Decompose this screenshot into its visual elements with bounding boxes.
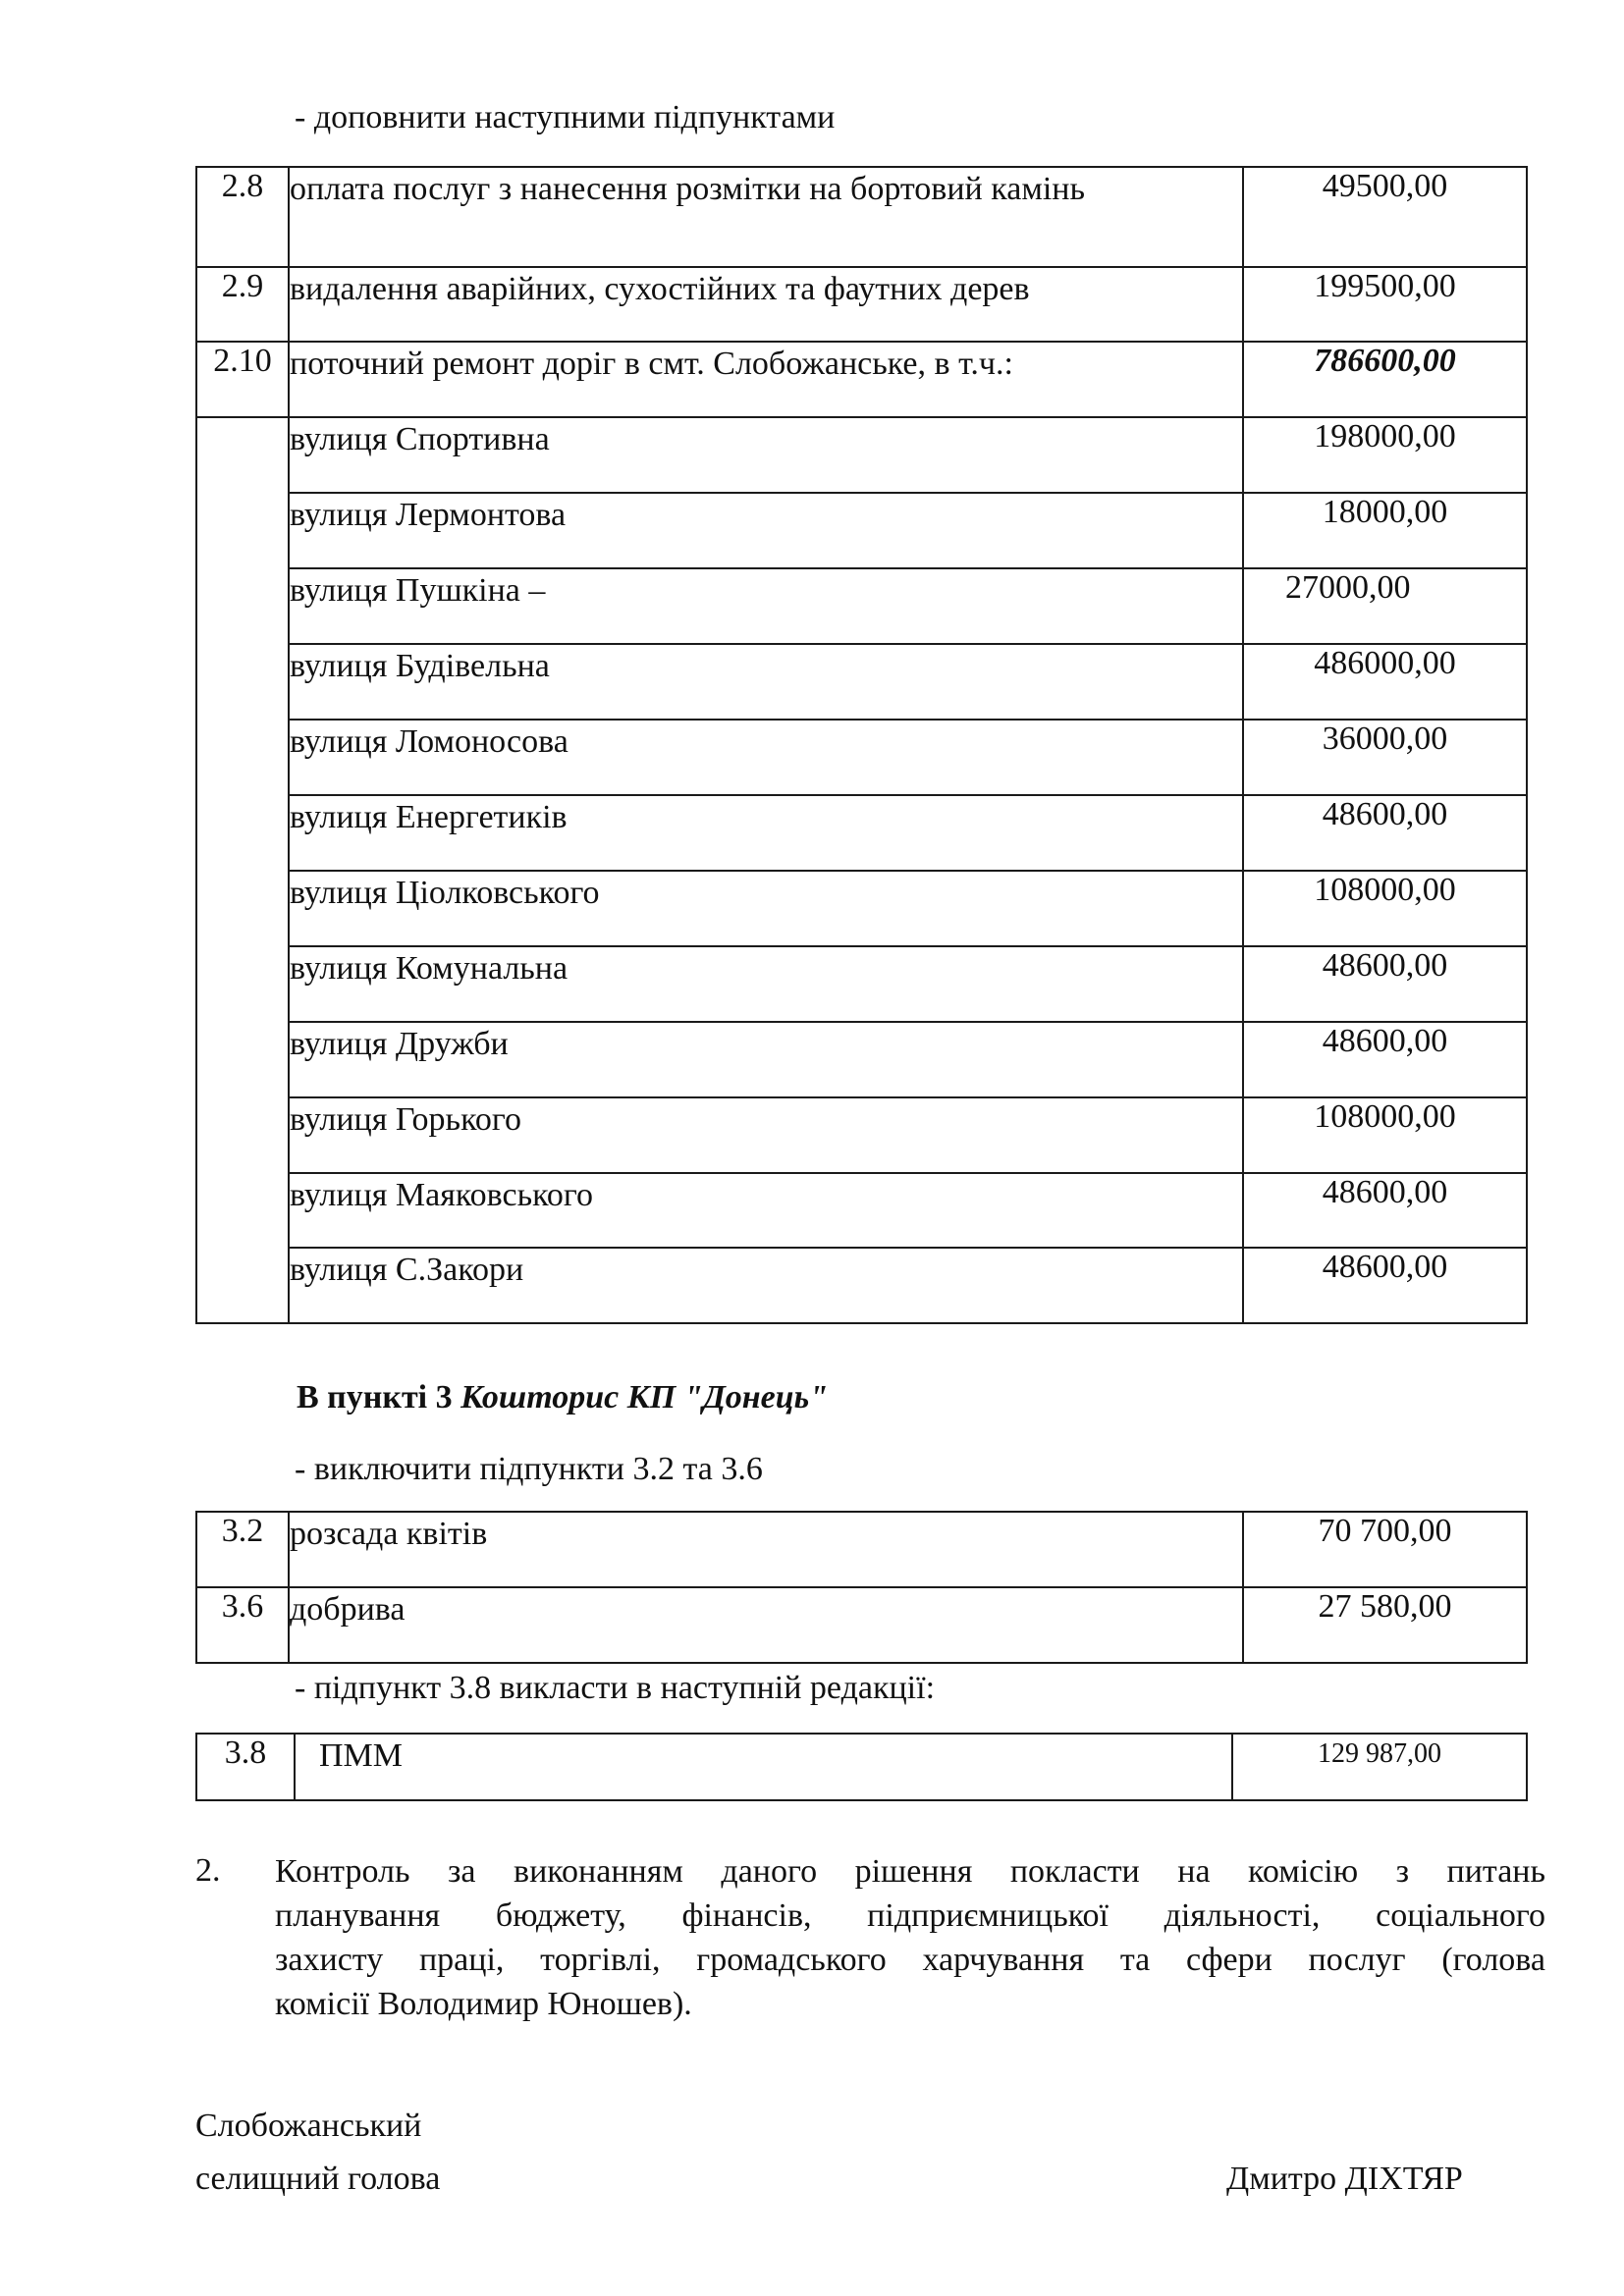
table-row (196, 342, 1527, 417)
row-description: оплата послуг з нанесення розмітки на бортовий камінь (289, 167, 1243, 267)
section3-heading-name: Кошторис КП "Донець" (460, 1379, 829, 1415)
table-row (196, 795, 1527, 871)
row-value: 27 580,00 (1243, 1587, 1527, 1663)
empty-number-cell (196, 417, 289, 1323)
street-name: вулиця Горького (289, 1097, 1243, 1173)
row-number: 2.8 (196, 167, 289, 267)
control-line: Контроль за виконанням даного рішення покласти на комісію з питань (275, 1853, 1545, 1890)
street-name: вулиця Енергетиків (289, 795, 1243, 871)
intro-add-text: - доповнити наступними підпунктами (295, 99, 836, 135)
table-row (196, 417, 1527, 493)
control-line: комісії Володимир Юношев). (275, 1986, 692, 2022)
signature-title-line2: селищний голова (195, 2161, 441, 2197)
street-name: вулиця Пушкіна – (289, 568, 1243, 644)
table-row (196, 493, 1527, 568)
street-name: вулиця Ціолковського (289, 871, 1243, 946)
row-description: видалення аварійних, сухостійних та фаутних дерев (289, 267, 1243, 342)
table-row (196, 1097, 1527, 1173)
street-value: 48600,00 (1243, 1022, 1527, 1097)
row-number: 2.10 (196, 342, 289, 417)
row-description: добрива (289, 1587, 1243, 1663)
control-number: 2. (195, 1852, 221, 1889)
street-value: 48600,00 (1243, 795, 1527, 871)
row-value-total: 786600,00 (1243, 342, 1527, 417)
street-value: 18000,00 (1243, 493, 1527, 568)
street-value: 27000,00 (1243, 568, 1527, 644)
street-name: вулиця Маяковського (289, 1173, 1243, 1248)
section3-heading (297, 1378, 828, 1417)
table-row (196, 167, 1527, 267)
street-value: 48600,00 (1243, 1248, 1527, 1323)
row-description: розсада квітів (289, 1512, 1243, 1587)
row-number: 2.9 (196, 267, 289, 342)
edit-table (195, 1733, 1528, 1801)
row-value: 70 700,00 (1243, 1512, 1527, 1587)
street-name: вулиця Лермонтова (289, 493, 1243, 568)
street-value: 36000,00 (1243, 720, 1527, 795)
control-paragraph (275, 1849, 1545, 2026)
street-value: 48600,00 (1243, 946, 1527, 1022)
table-row (196, 1022, 1527, 1097)
street-value: 108000,00 (1243, 871, 1527, 946)
street-value: 198000,00 (1243, 417, 1527, 493)
section3-heading-prefix: В пункті 3 (297, 1379, 461, 1415)
street-name: вулиця Комунальна (289, 946, 1243, 1022)
street-name: вулиця С.Закори (289, 1248, 1243, 1323)
row-value: 129 987,00 (1232, 1734, 1527, 1800)
table-row (196, 871, 1527, 946)
street-value: 108000,00 (1243, 1097, 1527, 1173)
street-value: 486000,00 (1243, 644, 1527, 720)
row-number: 3.2 (196, 1512, 289, 1587)
row-description: ПММ (295, 1734, 1232, 1800)
additions-table (195, 166, 1528, 1324)
row-number: 3.8 (196, 1734, 295, 1800)
signature-name: Дмитро ДІХТЯР (1226, 2161, 1463, 2197)
signature-title-line1: Слобожанський (195, 2108, 422, 2144)
control-line: захисту праці, торгівлі, громадського харчування та сфери послуг (голова (275, 1942, 1545, 1978)
table-row (196, 1587, 1527, 1663)
exclude-text: - виключити підпункти 3.2 та 3.6 (295, 1451, 763, 1487)
table-row (196, 267, 1527, 342)
table-row (196, 644, 1527, 720)
street-name: вулиця Дружби (289, 1022, 1243, 1097)
table-row (196, 1248, 1527, 1323)
row-description: поточний ремонт доріг в смт. Слобожанське, в т.ч.: (289, 342, 1243, 417)
table-row (196, 946, 1527, 1022)
street-name: вулиця Будівельна (289, 644, 1243, 720)
street-value: 48600,00 (1243, 1173, 1527, 1248)
street-name: вулиця Спортивна (289, 417, 1243, 493)
row-value: 49500,00 (1243, 167, 1527, 267)
street-name: вулиця Ломоносова (289, 720, 1243, 795)
control-line: планування бюджету, фінансів, підприємницької діяльності, соціального (275, 1897, 1545, 1934)
table-row (196, 1734, 1527, 1800)
row-value: 199500,00 (1243, 267, 1527, 342)
row-number: 3.6 (196, 1587, 289, 1663)
edit-text: - підпункт 3.8 викласти в наступній редакції: (295, 1670, 936, 1706)
exclude-table (195, 1511, 1528, 1664)
table-row (196, 1173, 1527, 1248)
table-row (196, 720, 1527, 795)
table-row (196, 1512, 1527, 1587)
table-row (196, 568, 1527, 644)
